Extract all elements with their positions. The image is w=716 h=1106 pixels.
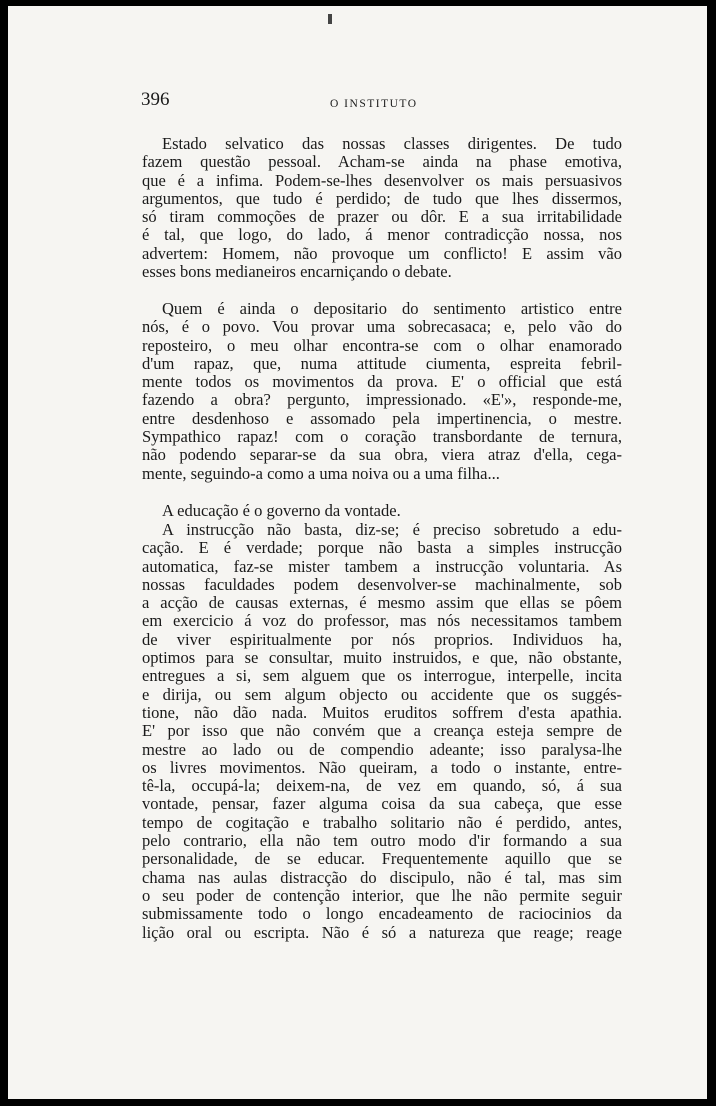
text-line: a acção de causas externas, é mesmo assim que ellas se pôem (142, 593, 622, 613)
text-line: chama nas aulas distracção do discipulo, não é tal, mas sim (142, 867, 622, 887)
text-line: entregues a si, sem alguem que os interrogue, interpelle, incita (142, 666, 622, 686)
top-speck (328, 14, 332, 24)
text-line: A instrucção não basta, diz-se; é preciso sobretudo a edu- (162, 520, 622, 539)
text-line: os livres movimentos. Não queiram, a todo o instante, entre- (142, 757, 622, 777)
text-line: optimos para se consultar, muito instruidos, e que, não obstante, (142, 648, 622, 668)
text-line: E' por isso que não convém que a creança esteja sempre de (142, 721, 622, 741)
text-line: esses bons medianeiros encarniçando o debate. (142, 262, 452, 282)
text-line: tempo de cogitação e trabalho solitario não é perdido, antes, (142, 812, 622, 832)
text-line: de viver espiritualmente por nós proprios. Individuos ha, (142, 629, 622, 649)
text-line: Sympathico rapaz! com o coração transbordante de ternura, (142, 427, 622, 447)
paragraph-2 (142, 300, 622, 483)
text-line: fazem questão pessoal. Acham-se ainda na phase emotiva, (142, 152, 622, 172)
text-line: o seu poder de contenção interior, que lhe não permite seguir (142, 885, 622, 905)
text-line: submissamente todo o longo encadeamento de raciocinios da (142, 904, 622, 924)
text-line: automatica, faz-se mister tambem a instrucção voluntaria. As (142, 556, 622, 576)
text-line: reposteiro, o meu olhar encontra-se com o olhar enamorado (142, 335, 622, 355)
page-number: 396 (141, 89, 170, 110)
text-line: mestre ao lado ou de compendio adeante; isso paralysa-lhe (142, 739, 622, 759)
text-line: e dirija, ou sem algum objecto ou accidente que os suggés- (142, 684, 622, 704)
text-line: é tal, que logo, do lado, á menor contradicção nossa, nos (142, 225, 622, 245)
text-line: tione, não dão nada. Muitos eruditos soffrem d'esta apathia. (142, 702, 622, 722)
text-line: Quem é ainda o depositario do sentimento artistico entre (162, 299, 622, 318)
text-line: não podendo separar-se da sua obra, viera atraz d'ella, cega- (142, 445, 622, 465)
text-line: Estado selvatico das nossas classes dirigentes. De tudo (162, 134, 622, 153)
text-line: tê-la, occupá-la; deixem-na, de vez em quando, só, á sua (142, 776, 622, 796)
text-line: que é a infima. Podem-se-lhes desenvolver os mais persuasivos (142, 170, 622, 190)
text-line: lição oral ou escripta. Não é só a natureza que reage; reage (142, 922, 622, 942)
running-title: O INSTITUTO (330, 98, 418, 110)
text-line: A educação é o governo da vontade. (162, 501, 401, 520)
text-line: entre desdenhoso e assomado pela impertinencia, o mestre. (142, 408, 622, 428)
text-line: d'um rapaz, que, numa attitude ciumenta, espreita febril- (142, 353, 622, 373)
text-line: nossas faculdades podem desenvolver-se machinalmente, sob (142, 574, 622, 594)
text-line: em exercicio á voz do professor, mas nós necessitamos tambem (142, 611, 622, 631)
text-line: mente todos os movimentos da prova. E' o official que está (142, 372, 622, 392)
text-line: cação. E é verdade; porque não basta a simples instrucção (142, 538, 622, 558)
book-page (8, 6, 707, 1099)
text-line: vontade, pensar, fazer alguma coisa da sua cabeça, que esse (142, 794, 622, 814)
text-line: mente, seguindo-a como a uma noiva ou a uma filha... (142, 463, 500, 483)
text-line: só tiram commoções de prazer ou dôr. E a sua irritabilidade (142, 207, 622, 227)
paragraph-3 (142, 502, 622, 520)
paragraph-1 (142, 135, 622, 281)
text-line: advertem: Homem, não provoque um conflicto! E assim vão (142, 243, 622, 263)
text-line: argumentos, que tudo é perdido; de tudo que lhes dissermos, (142, 188, 622, 208)
text-line: pelo contrario, ella não tem outro modo d'ir formando a sua (142, 831, 622, 851)
text-line: nós, é o povo. Vou provar uma sobrecasaca; e, pelo vão do (142, 317, 622, 337)
text-line: fazendo a obra? pergunto, impressionado. «E'», responde-me, (142, 390, 622, 410)
text-line: personalidade, de se educar. Frequentemente aquillo que se (142, 849, 622, 869)
paragraph-4 (142, 521, 622, 942)
